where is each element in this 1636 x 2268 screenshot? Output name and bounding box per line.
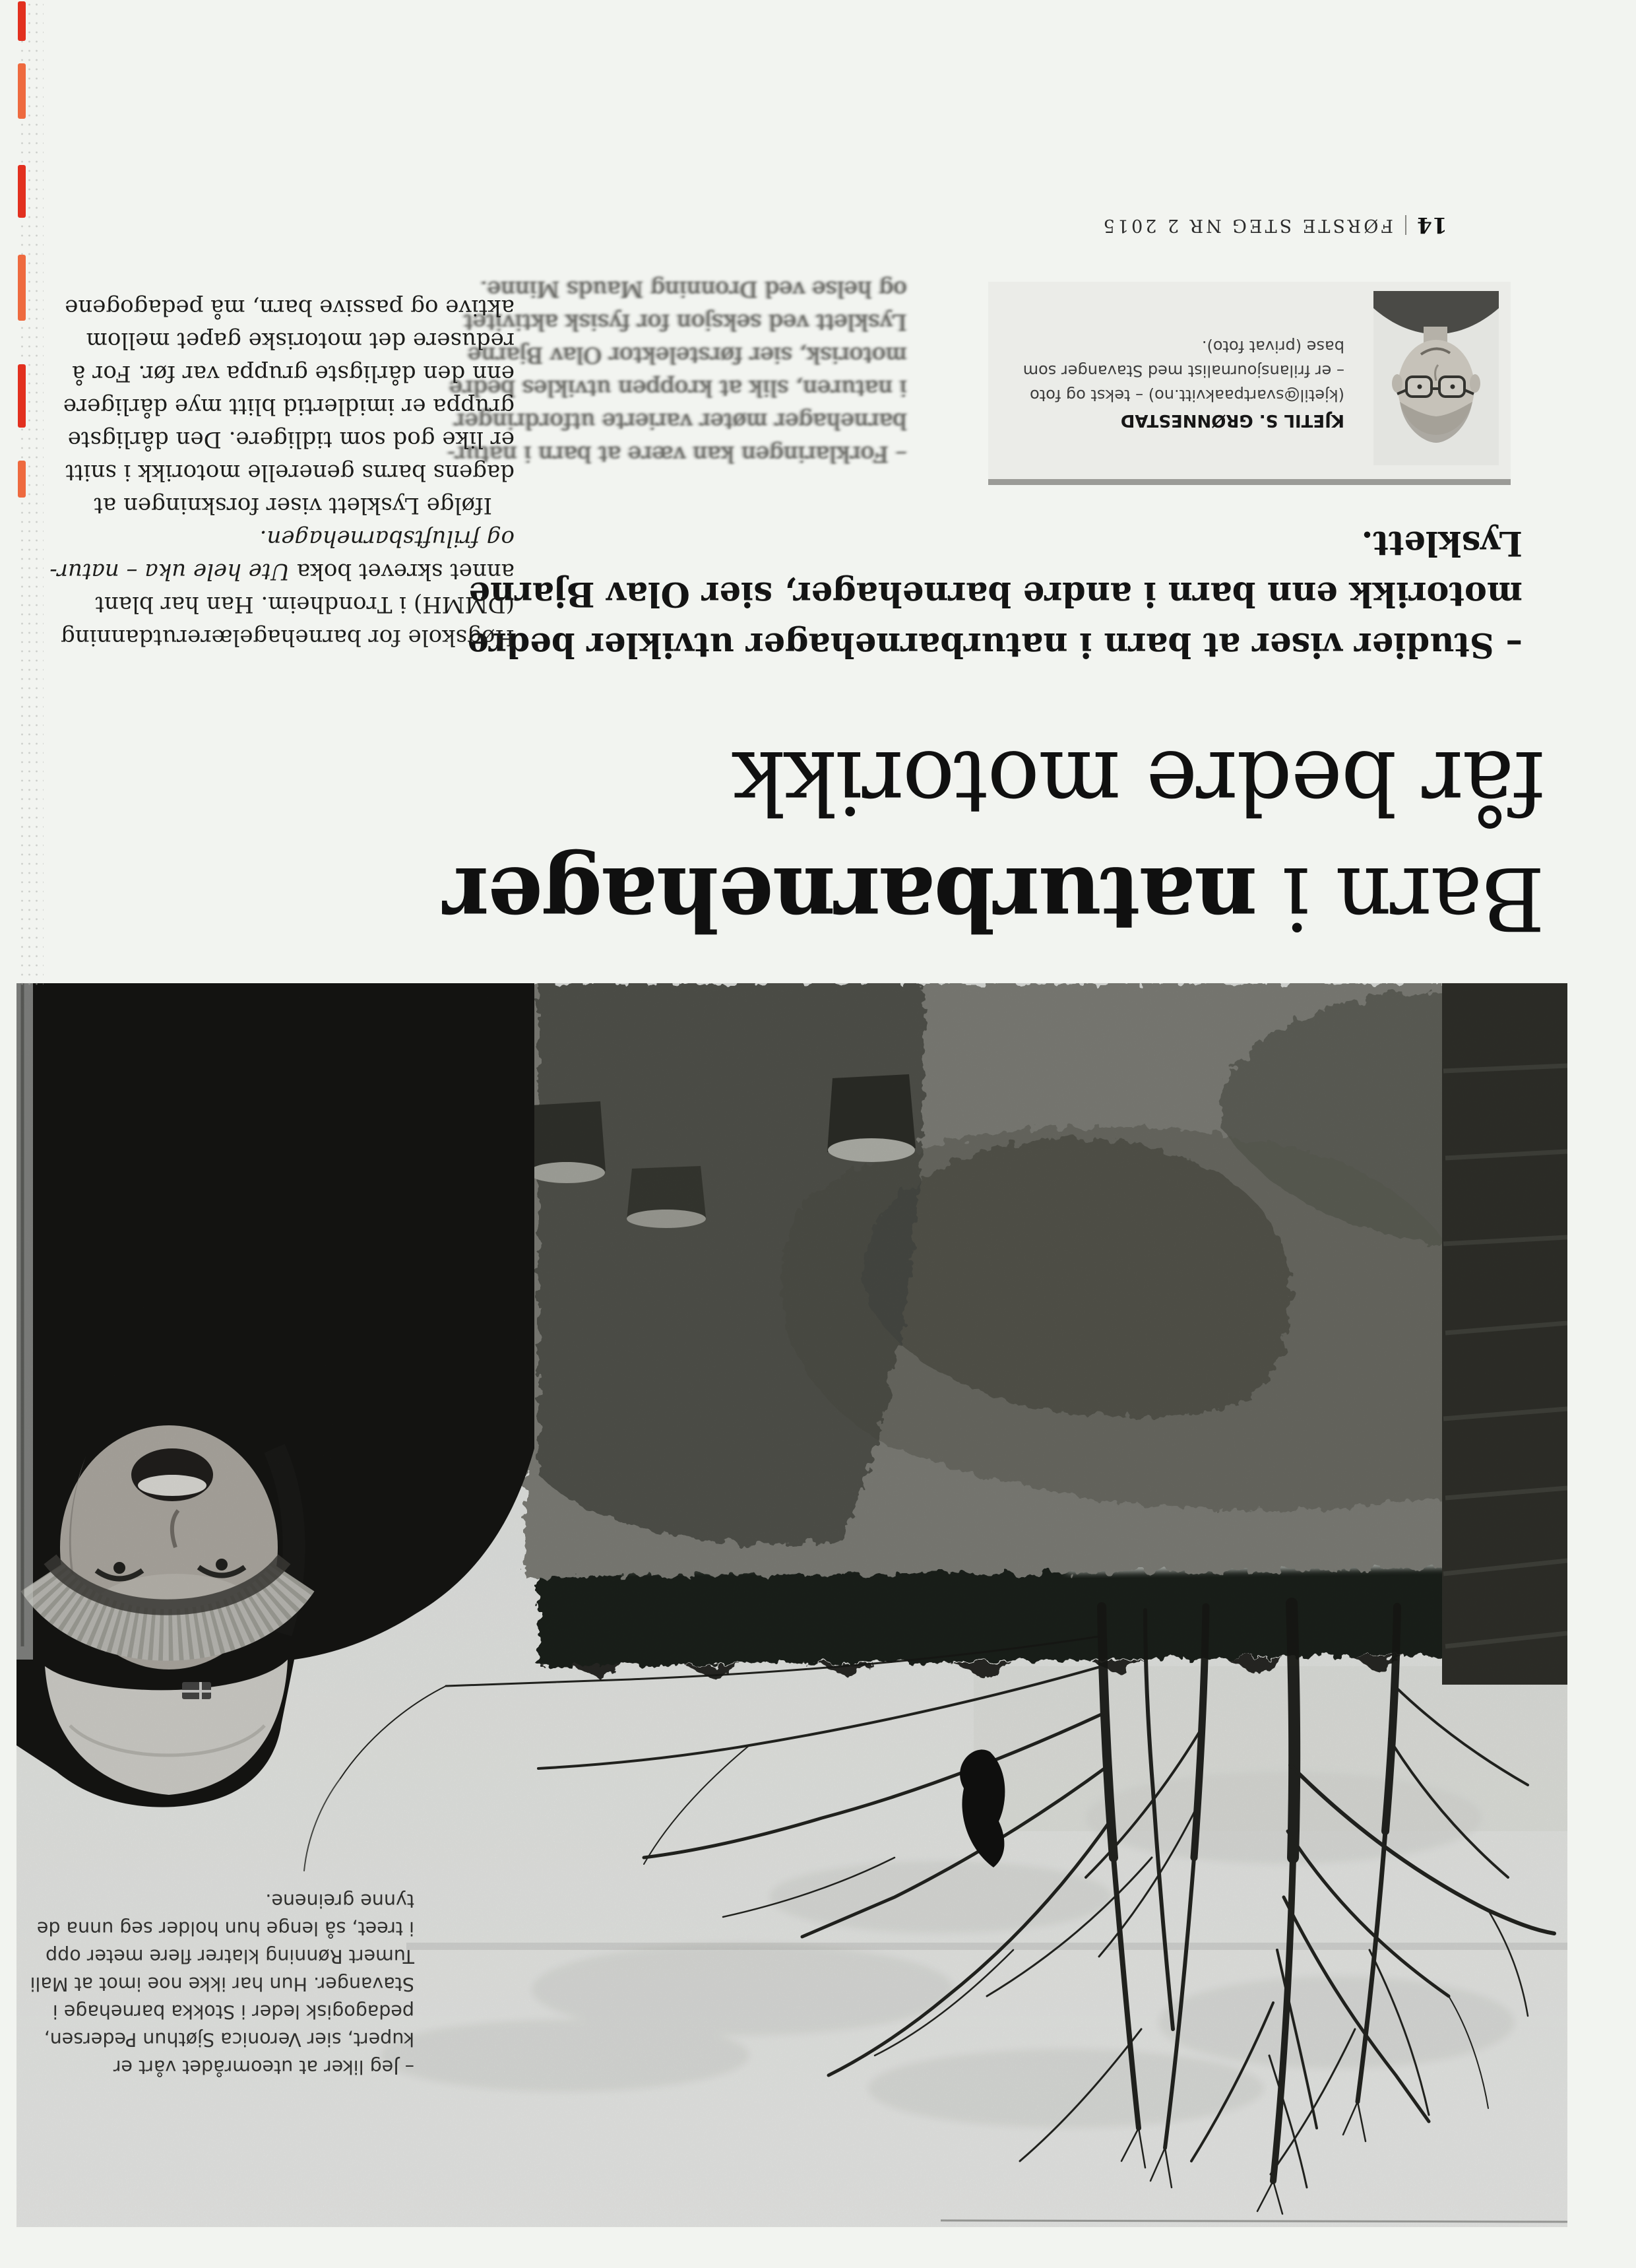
scanner-red-mark — [18, 255, 26, 321]
headline-line2: får bedre motorikk — [734, 731, 1545, 833]
headline — [94, 724, 1545, 956]
scanner-red-mark — [18, 1, 26, 41]
footer-divider — [1405, 216, 1406, 236]
page-number: 14 — [1417, 212, 1447, 238]
author-name: KJETIL S. GRØNNESTAD — [1120, 410, 1344, 430]
body-column-middle-smudged: – Forklaringen kan være at barn i natur- barnehager møter varierte utfordringer i naturen, slik at kroppen utvikles bedre motorisk, sier førstelektor Olav Bjarne Lysklett ved seksjon for fysisk aktivitet og helse ved Dronning Mauds Minne. — [447, 276, 907, 467]
photo-caption: – Jeg liker at uteområdet vårt er kupert, sier Veronica Sjøthun Pedersen, pedagogisk leder i Stokka barnehage i Stavanger. Hun har ikke noe imot at Mali Tumert Rønning klatrer flere meter opp i treet, så lenge hun holder seg unna de tynne greinene. — [30, 1890, 414, 2078]
magazine-title: FØRSTE STEG NR 2 2015 — [1100, 215, 1394, 236]
page-footer — [1101, 212, 1447, 238]
author-portrait — [1373, 291, 1499, 465]
ingress: – Studier viser at barn i naturbarnehager utvikler bedre motorikk enn barn i andre barnehager, sier Olav Bjarne Lysklett. — [467, 523, 1523, 664]
author-details: (kjetil@svartpaakvitt.no) – tekst og foto – er frilansjournalist med Stavanger som base (privat foto). — [1022, 337, 1344, 405]
body-column-right: Høgskole for barnehagelærerutdanning (DMMH) i Trondheim. Han har blant annet skrevet boka Ute hele uka – natur- og friluftsbarnehagen. Ifølge Lysklett viser forskningen at dagens barns generelle motorikk i snitt er like god som tidligere. Den dårligste gruppa er imidlertid blitt mye dårligere enn den dårligste gruppa var før. For å redusere det motoriske gapet mellom aktive og passive barn, må pedagogene — [49, 294, 515, 651]
scanner-red-mark — [18, 165, 26, 218]
author-byline-box — [988, 282, 1511, 485]
author-text — [1001, 334, 1344, 434]
headline-line1: Barn i naturbarnehager — [444, 847, 1545, 950]
main-photo — [16, 983, 1567, 2227]
author-box-rule — [988, 479, 1511, 485]
scanner-red-mark — [18, 461, 26, 498]
scanner-red-mark — [18, 63, 26, 119]
scanner-red-mark — [18, 364, 26, 428]
